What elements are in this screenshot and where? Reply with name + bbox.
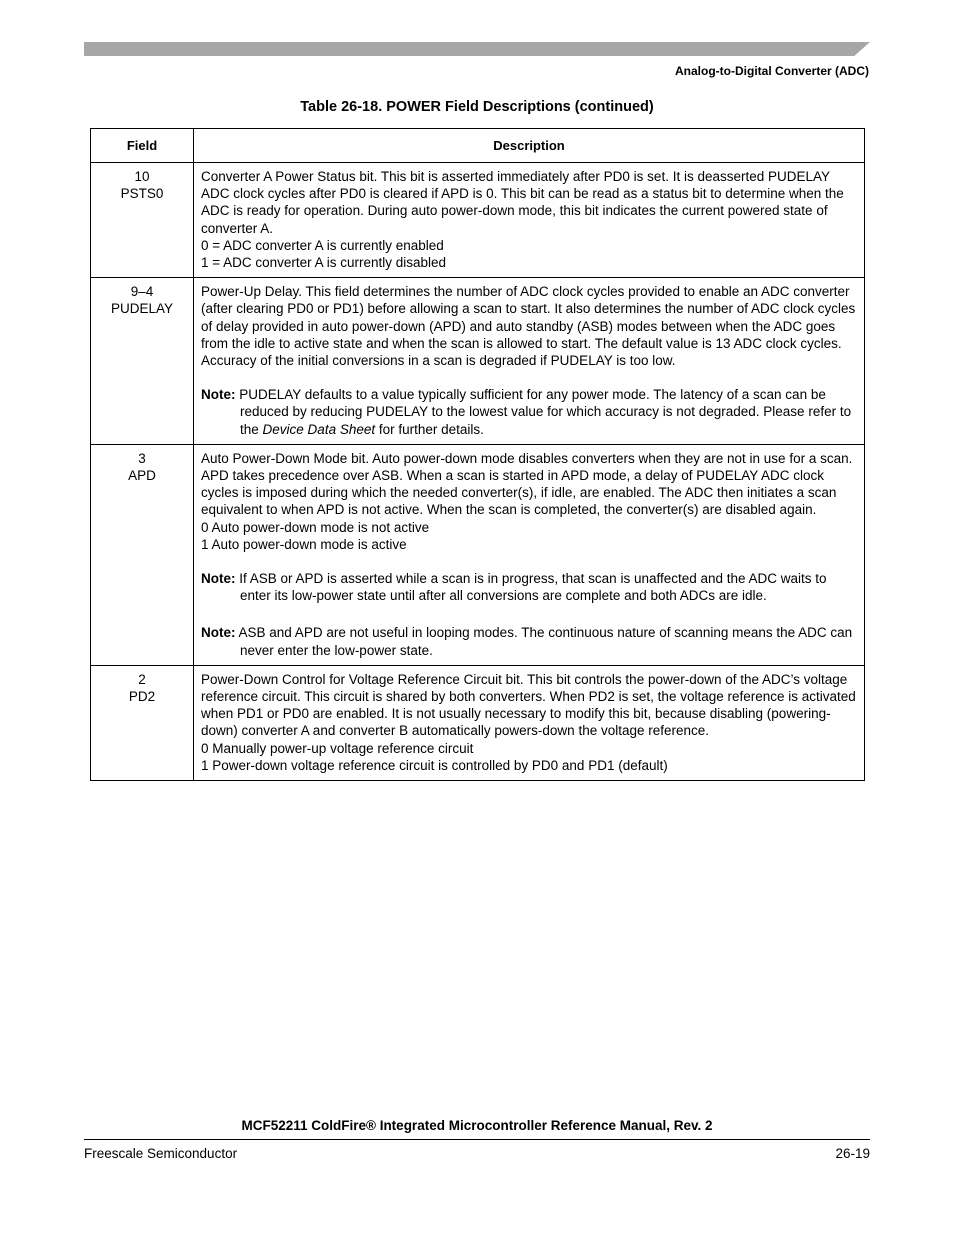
column-header-description: Description <box>194 129 865 163</box>
note-text: PUDELAY defaults to a value typically sufficient for any power mode. The latency of a scan can be reduced by reducing PUDELAY to the lowest value for which accuracy is not degraded. Please refer to the <box>239 387 852 437</box>
value-line: 0 Manually power-up voltage reference circuit <box>201 740 474 756</box>
value-line: 1 Power-down voltage reference circuit is controlled by PD0 and PD1 (default) <box>201 757 668 773</box>
field-bits: 2 <box>138 671 146 687</box>
field-name: PUDELAY <box>110 301 174 317</box>
note-text: If ASB or APD is asserted while a scan is in progress, that scan is unaffected and the ADC waits to enter its low-power state until after all conversions are complete and both ADCs are idle. <box>239 571 827 604</box>
description-text: Power-Up Delay. This field determines the number of ADC clock cycles provided to enable an ADC converter (after clearing PD0 or PD1) before allowing a scan to start. It also determines the number of ADC clock cycles of delay provided in auto power-down (APD) and auto standby (ASB) modes between when the ADC goes from the idle to active state and when the scan is allowed to start. The default value is 13 ADC clock cycles. Accuracy of the initial conversions in a scan is degraded if PUDELAY is too low. <box>201 284 856 369</box>
note-label: Note: <box>201 625 236 641</box>
note-label: Note: <box>201 571 236 587</box>
field-cell <box>91 163 194 278</box>
field-bits: 10 <box>134 169 150 184</box>
description-text: Converter A Power Status bit. This bit is asserted immediately after PD0 is set. It is deasserted PUDELAY ADC clock cycles after PD0 is cleared if APD is 0. This bit can be read as a status bit to determine when the ADC is ready for operation. During auto power-down mode, this bit indicates the current powered state of converter A. <box>201 169 844 236</box>
value-line: 0 Auto power-down mode is not active <box>201 519 430 535</box>
field-bits: 9–4 <box>130 284 154 300</box>
footer-page-number: 26-19 <box>835 1146 870 1161</box>
footer-company: Freescale Semiconductor <box>84 1146 238 1161</box>
field-cell <box>91 665 194 780</box>
description-cell <box>194 665 865 780</box>
note-reference: Device Data Sheet <box>262 421 376 437</box>
field-name: PD2 <box>128 689 156 705</box>
footer-manual-title: MCF52211 ColdFire® Integrated Microcontroller Reference Manual, Rev. 2 <box>241 1118 713 1133</box>
description-text: Power-Down Control for Voltage Reference Circuit bit. This bit controls the power-down of the ADC’s voltage reference circuit. This circuit is shared by both converters. When PD2 is set, the voltage reference is activated when PD1 or PD0 are enabled. It is not usually necessary to modify this bit, because disabling (powering-down) converter A and converter B automatically powers-down the voltage reference. <box>201 671 856 739</box>
description-text: Auto Power-Down Mode bit. Auto power-down mode disables converters when they are not in use for a scan. APD takes precedence over ASB. When a scan is started in APD mode, a delay of PUDELAY ADC clock cycles is imposed during which the needed converter(s), if idle, are enabled. The ADC then initiates a scan equivalent to when APD is not active. When the scan is completed, the converter(s) are disabled again. <box>201 450 853 518</box>
note <box>201 624 858 658</box>
value-line: 1 Auto power-down mode is active <box>201 536 407 552</box>
note-label: Note: <box>201 387 236 403</box>
table-row <box>91 665 865 780</box>
field-name: PSTS0 <box>120 186 164 202</box>
description-cell <box>194 163 865 278</box>
field-descriptions-table <box>90 128 865 781</box>
running-header-title: Analog-to-Digital Converter (ADC) <box>675 64 869 78</box>
value-line: 0 = ADC converter A is currently enabled <box>201 237 444 253</box>
note <box>201 570 858 604</box>
description-cell <box>194 278 865 445</box>
field-cell <box>91 444 194 665</box>
note-text: for further details. <box>378 421 484 437</box>
value-line: 1 = ADC converter A is currently disabled <box>201 255 446 271</box>
table-row <box>91 163 865 278</box>
table-row <box>91 278 865 445</box>
table-caption: Table 26-18. POWER Field Descriptions (continued) <box>300 99 654 115</box>
field-name: APD <box>128 468 156 484</box>
footer-divider <box>84 1139 870 1140</box>
table-header-row <box>91 129 865 163</box>
description-cell <box>194 444 865 665</box>
field-cell <box>91 278 194 445</box>
note-text: ASB and APD are not useful in looping modes. The continuous nature of scanning means the ADC can never enter the low-power state. <box>238 625 853 658</box>
table-row <box>91 444 865 665</box>
header-decorative-bar <box>84 42 870 56</box>
column-header-field: Field <box>91 129 194 163</box>
note <box>201 386 858 438</box>
field-bits: 3 <box>138 450 146 466</box>
